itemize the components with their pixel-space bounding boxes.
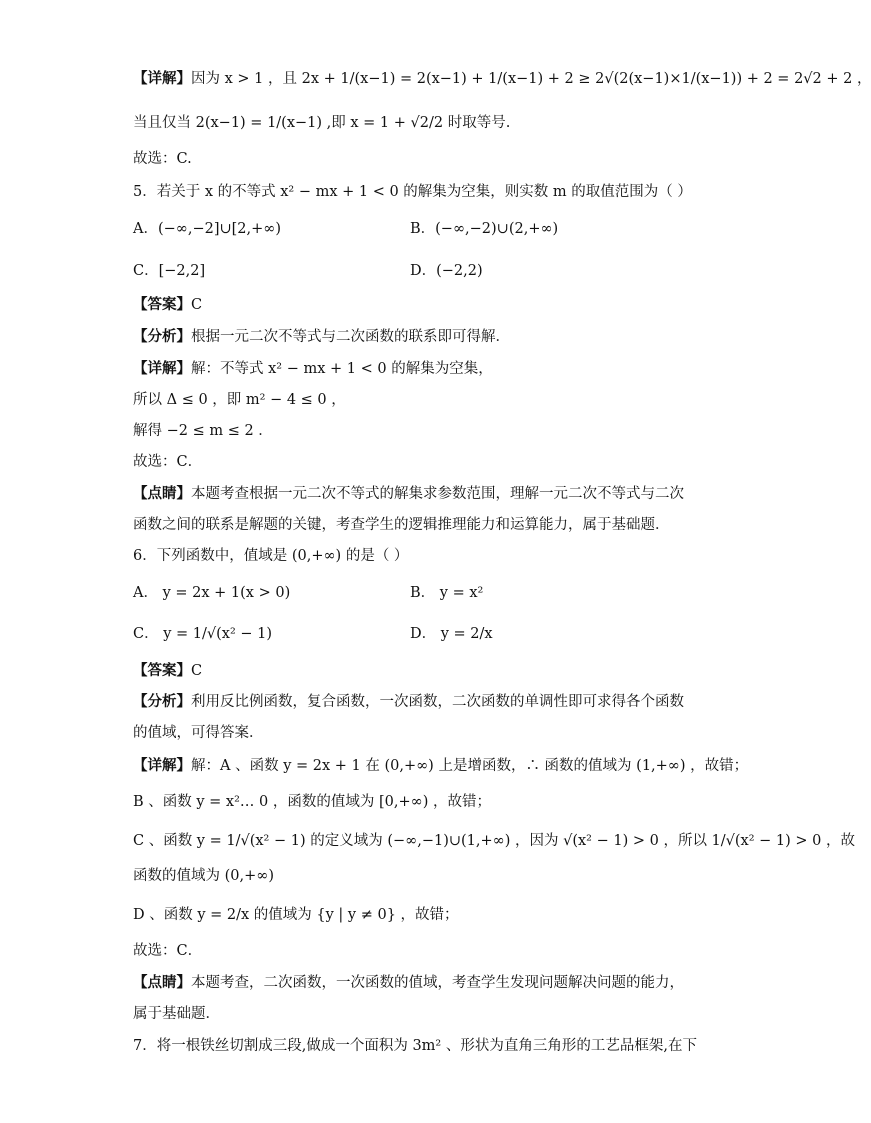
label-detail: 【详解】 [133,360,191,377]
detail-line [133,865,274,887]
solution-line [133,148,192,170]
label-detail: 【详解】 [133,70,191,87]
detail-line [133,791,491,813]
detail-text: 解：A 、函数 y = 2x + 1 在 (0,+∞) 上是增函数，∴ 函数的值域为 (1,+∞) ，故错； [191,758,749,774]
detail-text: B 、函数 y = x²… 0 ，函数的值域为 [0,+∞) ，故错； [133,794,491,810]
detail-text: 解得 −2 ≤ m ≤ 2 ． [133,423,273,439]
answer-line [133,294,202,316]
detail-text: 故选：C． [133,943,203,959]
solution-text: 故选：C. [133,151,192,167]
detail-line [133,830,855,852]
detail-text: 函数的值域为 (0,+∞) [133,868,274,884]
detail-text: 故选：C． [133,454,203,470]
option-d [410,622,493,643]
detail-line [133,755,748,777]
question-text: 6．下列函数中，值域是 (0,+∞) 的是（ ） [133,548,409,564]
answer-text: C [191,297,203,313]
option-text: B．(−∞,−2)∪(2,+∞) [410,221,559,237]
detail-text: 所以 Δ ≤ 0 ，即 m² − 4 ≤ 0 ， [133,392,346,408]
option-c [133,622,272,643]
remark-line [133,1003,220,1025]
remark-text: 函数之间的联系是解题的关键，考查学生的逻辑推理能力和运算能力，属于基础题． [133,517,670,533]
detail-line [133,940,202,962]
question-6 [133,545,408,567]
question-5 [133,181,692,203]
label-remark: 【点睛】 [133,485,191,502]
label-detail: 【详解】 [133,757,191,774]
question-text: 5．若关于 x 的不等式 x² − mx + 1 < 0 的解集为空集，则实数 m 的取值范围为（ ） [133,184,692,200]
option-b [410,217,558,238]
solution-line [133,112,510,134]
remark-text: 本题考查根据一元二次不等式的解集求参数范围，理解一元二次不等式与二次 [191,486,684,502]
analysis-line [133,326,510,348]
option-text: C． y = 1/√(x² − 1) [133,626,273,642]
label-remark: 【点睛】 [133,974,191,991]
label-analysis: 【分析】 [133,328,191,345]
option-text: B． y = x² [410,585,484,601]
analysis-text: 根据一元二次不等式与二次函数的联系即可得解． [191,329,510,345]
option-b [410,581,483,602]
label-analysis: 【分析】 [133,693,191,710]
analysis-line [133,691,684,713]
detail-text: 解：不等式 x² − mx + 1 < 0 的解集为空集， [191,361,493,377]
detail-line [133,358,493,380]
option-a [133,217,281,238]
remark-line [133,972,684,994]
detail-text: D 、函数 y = 2/x 的值域为 {y | y ≠ 0} ，故错； [133,907,459,923]
solution-line [133,68,871,90]
option-c [133,259,205,280]
label-answer: 【答案】 [133,662,191,679]
solution-text: 当且仅当 2(x−1) = 1/(x−1) ,即 x = 1 + √2/2 时取等号. [133,115,511,131]
detail-line [133,420,273,442]
analysis-text: 利用反比例函数，复合函数，一次函数，二次函数的单调性即可求得各个函数 [191,694,684,710]
answer-text: C [191,663,203,679]
detail-line [133,904,459,926]
question-7 [133,1035,697,1057]
question-text: 7．将一根铁丝切割成三段,做成一个面积为 3m² 、形状为直角三角形的工艺品框架,在下 [133,1038,697,1054]
option-text: C．[−2,2] [133,263,206,279]
answer-line [133,660,202,682]
detail-text: C 、函数 y = 1/√(x² − 1) 的定义域为 (−∞,−1)∪(1,+∞) ，因为 √(x² − 1) > 0 ，所以 1/√(x² − 1) > 0 ，故 [133,833,856,849]
option-text: D． y = 2/x [410,626,493,642]
option-text: A．(−∞,−2]∪[2,+∞) [133,221,282,237]
detail-line [133,451,202,473]
remark-text: 本题考查，二次函数，一次函数的值域，考查学生发现问题解决问题的能力， [191,975,684,991]
remark-line [133,514,670,536]
option-a [133,581,290,602]
option-text: D．(−2,2) [410,263,483,279]
option-d [410,259,483,280]
remark-line [133,483,684,505]
option-text: A． y = 2x + 1(x > 0) [133,585,291,601]
label-answer: 【答案】 [133,296,191,313]
detail-line [133,389,346,411]
analysis-text: 的值域，可得答案． [133,725,264,741]
remark-text: 属于基础题． [133,1006,220,1022]
analysis-line [133,722,264,744]
solution-text: 因为 x > 1 ，且 2x + 1/(x−1) = 2(x−1) + 1/(x−1) + 2 ≥ 2√(2(x−1)×1/(x−1)) + 2 = 2√2 + 2 ， [191,71,871,87]
